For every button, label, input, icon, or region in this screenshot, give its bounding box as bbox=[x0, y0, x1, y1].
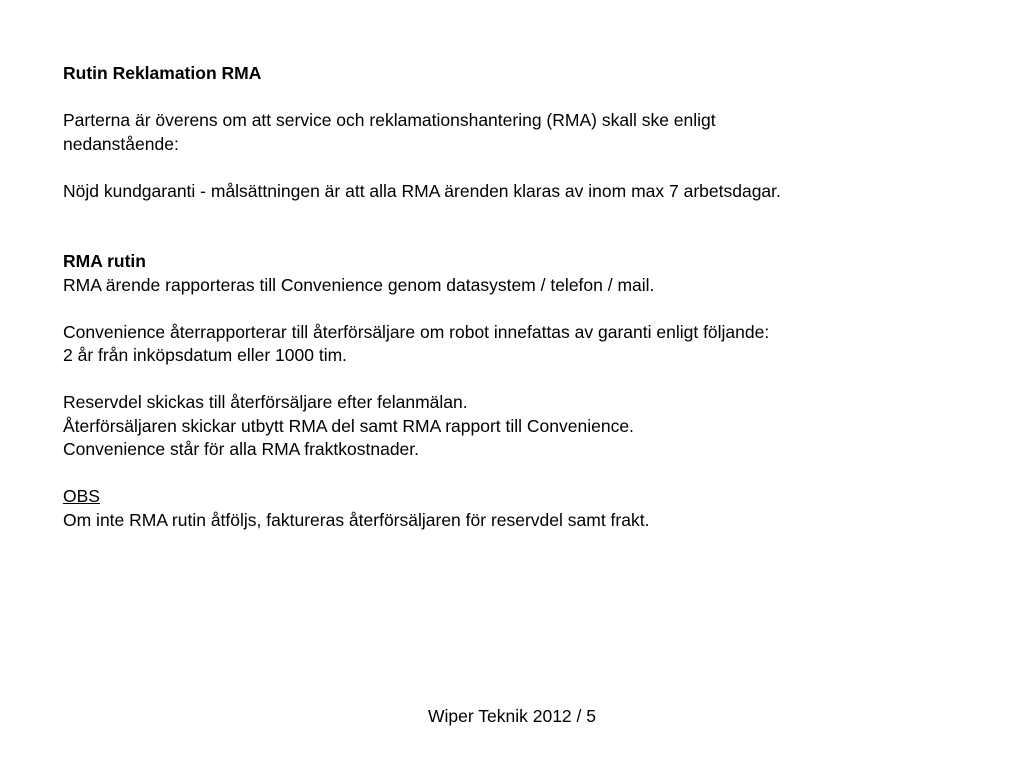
intro-text-line-1: Parterna är överens om att service och reklamationshantering (RMA) skall ske enligt bbox=[63, 110, 716, 130]
document-title: Rutin Reklamation RMA bbox=[63, 63, 262, 83]
spacer bbox=[63, 203, 963, 227]
spacer bbox=[63, 462, 963, 486]
spare-part-text-line-3: Convenience står för alla RMA fraktkostnader. bbox=[63, 439, 420, 459]
spacer bbox=[63, 227, 963, 251]
rma-report-text: RMA ärende rapporteras till Convenience genom datasystem / telefon / mail. bbox=[63, 274, 655, 295]
intro-text-line-2: nedanstående: bbox=[63, 133, 179, 154]
obs-heading: OBS bbox=[63, 486, 100, 506]
document-body bbox=[63, 62, 963, 532]
warranty-text-line-1: Convenience återrapporterar till återförsäljare om robot innefattas av garanti enligt följande: bbox=[63, 321, 770, 342]
spacer bbox=[63, 156, 963, 180]
spare-part-text-line-1: Reservdel skickas till återförsäljare efter felanmälan. bbox=[63, 392, 468, 412]
warranty-text-line-2: 2 år från inköpsdatum eller 1000 tim. bbox=[63, 345, 348, 365]
guarantee-text: Nöjd kundgaranti - målsättningen är att alla RMA ärenden klaras av inom max 7 arbetsdagar. bbox=[63, 180, 781, 201]
spacer bbox=[63, 297, 963, 321]
obs-text: Om inte RMA rutin åtföljs, faktureras återförsäljaren för reservdel samt frakt. bbox=[63, 509, 650, 530]
spacer bbox=[63, 368, 963, 392]
rma-heading: RMA rutin bbox=[63, 251, 146, 271]
spare-part-text-line-2: Återförsäljaren skickar utbytt RMA del samt RMA rapport till Convenience. bbox=[63, 415, 634, 436]
spacer bbox=[63, 86, 963, 110]
page-footer: Wiper Teknik 2012 / 5 bbox=[428, 706, 596, 726]
